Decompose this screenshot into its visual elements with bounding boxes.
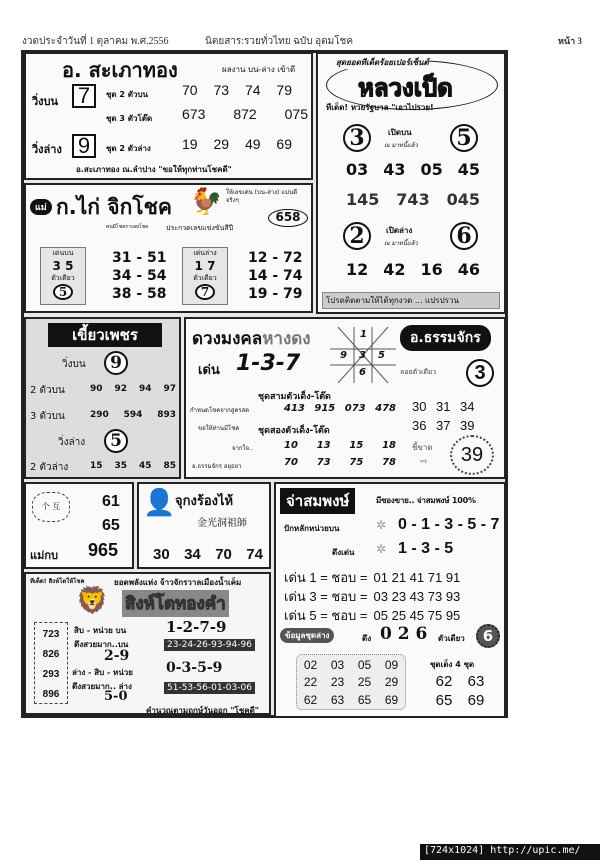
signature: อ.ธรรมจักร อยุธยา xyxy=(192,463,242,470)
duang-panel xyxy=(184,317,506,479)
bottom-pair: 42 xyxy=(383,260,406,279)
set3-number: 915 xyxy=(314,403,336,414)
set2-bottom-number: 19 xyxy=(182,136,198,152)
top-sub: ณ มาทนี้แล้ว xyxy=(384,142,418,149)
sapao-panel xyxy=(24,52,313,180)
set3-number: 478 xyxy=(375,403,396,414)
kai-number: 658 xyxy=(268,209,308,227)
run-bottom-number: 9 xyxy=(72,134,96,158)
thammajak-badge: อ.ธรรมจักร xyxy=(400,325,491,351)
set3-number: 413 xyxy=(284,403,305,414)
top-left-digit: 3 xyxy=(343,124,371,152)
top-label: สิบ - หน่วย บน xyxy=(74,626,127,635)
two-top-number: 92 xyxy=(114,384,128,394)
three-top-number: 893 xyxy=(157,410,176,420)
top-pair: 31 - 51 xyxy=(112,250,167,266)
kiew-title: เขี้ยวเพชร xyxy=(48,323,162,347)
set2-number: 10 xyxy=(284,440,298,451)
sapao-footer: อ.สะเภาทอง ณ.ลำปาง "ขอให้ทุกท่านโชคดี" xyxy=(76,165,232,174)
watermark: [724x1024] http://upic.me/ xyxy=(420,844,600,860)
top-numbers: 1-2-7-9 xyxy=(166,618,227,636)
set4-number: 65 xyxy=(435,692,453,709)
bottom-right-digit: 6 xyxy=(450,222,478,250)
grid-digit: 6 xyxy=(359,367,366,378)
hot-label: ดึงเด่น xyxy=(332,548,355,557)
row-values: 03 23 43 73 93 xyxy=(373,589,461,604)
row-key: เด่น 1 = ชอบ = xyxy=(284,570,368,585)
final-label: ชี้ขาด xyxy=(412,443,433,452)
maekob-number: 65 xyxy=(102,517,120,534)
single-number: 3 xyxy=(466,359,494,387)
bottom-pair: 16 xyxy=(420,260,443,279)
triple: 045 xyxy=(446,190,480,209)
triple: 743 xyxy=(396,190,430,209)
row-values: 01 21 41 71 91 xyxy=(373,570,461,585)
singto-footer: คำนวณตามฤกษ์วันออก "โชคดี" xyxy=(146,706,259,715)
lead-label: เด่น xyxy=(198,363,220,378)
set3-number: 075 xyxy=(284,106,308,122)
jam-row xyxy=(284,606,460,625)
bottom-label: เปิดล่าง xyxy=(386,226,413,235)
set2-bottom-label: ชุด 2 ตัวล่าง xyxy=(106,144,151,153)
arrow-icon: ⇨ xyxy=(420,457,428,467)
duang-title-a: ดวงมงคล xyxy=(192,329,263,349)
pick-label: ปักหลักหน่วยบน xyxy=(284,524,340,533)
set3-label: ชุด 3 ตัวโต๊ด xyxy=(106,114,153,123)
run-bottom-label: วิ่งล่าง xyxy=(58,437,86,448)
jam-tag: มีซองขาย.. จ่าสมพงษ์ 100% xyxy=(376,496,476,505)
two-bottom-number: 45 xyxy=(138,461,152,471)
lower-label: ดึง xyxy=(362,634,372,643)
hot-numbers: 1 - 3 - 5 xyxy=(398,540,454,557)
maekob-big: 965 xyxy=(88,540,119,560)
set2-top-number: 70 xyxy=(182,82,198,98)
heart-icon: 个 互 xyxy=(32,492,70,522)
row-key: เด่น 3 = ชอบ = xyxy=(284,589,368,604)
two-top-number: 94 xyxy=(138,384,152,394)
run-top-number: 9 xyxy=(104,351,128,375)
set2-number: 70 xyxy=(284,457,298,468)
grid-digit: 9 xyxy=(340,350,347,361)
duang-title-b: หางดง xyxy=(262,329,311,349)
side-number: 293 xyxy=(42,669,60,680)
juk-panel xyxy=(137,482,271,569)
woman-figure-icon: 👤 xyxy=(143,488,176,518)
grid-number: 23 xyxy=(330,675,345,690)
top-hot: 2-9 xyxy=(104,648,130,664)
juk-number: 34 xyxy=(184,546,201,563)
grid-digit: 3 xyxy=(359,350,366,361)
grid-number: 62 xyxy=(303,692,318,707)
pair: 34 xyxy=(460,399,475,414)
maekob-panel xyxy=(24,482,134,569)
singto-subtitle: ยอดพลังแห่ง จ้าวจักรวาลเมืองน้ำเค็ม xyxy=(114,578,242,587)
run-top-label: วิ่งบน xyxy=(32,95,59,108)
grid-number: 29 xyxy=(384,675,399,690)
pair: 36 xyxy=(412,418,427,433)
top-pair: 38 - 58 xyxy=(112,286,167,302)
final-number: 39 xyxy=(450,435,494,475)
pair: 31 xyxy=(436,399,451,414)
luangped-panel xyxy=(316,52,506,314)
bottom-strip: 51-53-56-01-03-06 xyxy=(164,682,255,694)
bottom-sub: ณ มาทนี้แล้ว xyxy=(384,240,418,247)
two-bottom-number: 85 xyxy=(163,461,176,471)
side-number: 723 xyxy=(42,629,60,640)
two-bottom-label: 2 ตัวล่าง xyxy=(30,462,69,473)
top-label: เด่นบน xyxy=(52,249,74,257)
set4-number: 63 xyxy=(467,673,485,690)
bottom-hot-label: ตึงสวยมาก.. ล่าง xyxy=(72,682,132,691)
kiew-panel xyxy=(24,317,181,479)
luangped-slogan: ทีเด็ด! หวยรัฐบาล "เอาไปรวย! xyxy=(326,103,434,112)
maekob-number: 61 xyxy=(102,493,120,510)
single-label: ตัวเดียว xyxy=(193,274,217,282)
top-strip: 23-24-26-93-94-96 xyxy=(164,639,255,651)
juk-title: จุกงร้องไห้ xyxy=(175,494,234,509)
grid-digit: 1 xyxy=(360,329,367,340)
juk-number: 74 xyxy=(246,546,263,563)
triple: 145 xyxy=(346,190,380,209)
single-label: ตัวเดียว xyxy=(438,634,465,643)
set4-label: ชุดเด็ง 4 ชุด xyxy=(430,660,475,669)
top-pair: 34 - 54 xyxy=(112,268,167,284)
run-top-number: 7 xyxy=(72,84,96,108)
lead-numbers: 1-3-7 xyxy=(236,351,301,376)
two-top-number: 97 xyxy=(163,384,176,394)
set2-bottom-number: 29 xyxy=(213,136,230,152)
bottom-pair: 46 xyxy=(457,260,480,279)
kai-badge: แม่ xyxy=(30,199,52,215)
singto-panel xyxy=(24,572,271,715)
single-label: ลอยตัวเดียว xyxy=(400,368,437,376)
top-digit: 5 xyxy=(65,259,74,273)
bottom-pair: 12 xyxy=(346,260,369,279)
grid-number: 25 xyxy=(357,675,372,690)
singto-title: สิงห์โตทองคำ xyxy=(122,590,229,617)
set2-number: 75 xyxy=(349,457,364,468)
sapao-subtitle: ผลงาน บน-ล่าง เข้าดี xyxy=(222,65,296,74)
set2-number: 18 xyxy=(382,440,396,451)
single-number: 6 xyxy=(476,624,500,648)
pair: 39 xyxy=(460,418,475,433)
three-top-number: 594 xyxy=(123,410,143,420)
juk-number: 70 xyxy=(215,546,232,563)
luangped-title: หลวงเป็ด xyxy=(358,74,453,102)
maekob-label: แม่กบ xyxy=(30,549,58,562)
three-top-label: 3 ตัวบน xyxy=(30,411,65,422)
set2-number: 73 xyxy=(316,457,331,468)
row-values: 05 25 45 75 95 xyxy=(373,608,461,623)
set2-number: 13 xyxy=(316,440,331,451)
two-bottom-number: 15 xyxy=(90,461,103,471)
bottom-pair: 19 - 79 xyxy=(248,286,303,302)
kai-subtitle: คนมีโชคกาเลยโชค xyxy=(106,224,149,230)
lion-icon: 🦁 xyxy=(76,586,109,616)
bottom-single: 7 xyxy=(195,284,215,300)
note2: ขอให้ท่านมีโชค xyxy=(198,425,240,432)
lower-numbers: 0 2 6 xyxy=(380,624,428,644)
run-top-label: วิ่งบน xyxy=(62,359,86,370)
three-top-number: 290 xyxy=(90,410,109,420)
run-bottom-label: วิ่งล่าง xyxy=(32,143,62,156)
luangped-footer: โปรดติดตามให้ได้ทุกงวด ... แปรปรวน xyxy=(322,292,500,309)
set2-number: 15 xyxy=(349,440,364,451)
bottom-digit: 1 xyxy=(194,259,203,273)
set3-number: 872 xyxy=(233,106,257,122)
set2-bottom-number: 69 xyxy=(276,136,292,152)
grid-digit: 5 xyxy=(378,350,385,361)
jam-row xyxy=(284,568,460,587)
single-label: ตัวเดียว xyxy=(51,274,75,282)
bottom-numbers: 0-3-5-9 xyxy=(166,660,223,676)
top-pair: 03 xyxy=(346,160,369,179)
kai-note2: ประกวดเลขแข่งขันสีปี xyxy=(166,224,234,232)
grid-number: 02 xyxy=(303,658,318,672)
set2-top-number: 74 xyxy=(244,82,261,98)
bottom-label: เด่นล่าง xyxy=(193,249,217,257)
luangped-tagline: สุดยอดทีเด็ดร้อยเปอร์เซ็นต์ xyxy=(336,58,429,67)
pair: 37 xyxy=(436,418,451,433)
bottom-label: ล่าง - สิบ - หน่วย xyxy=(72,668,133,677)
two-top-number: 90 xyxy=(90,384,103,394)
page-number: หน้า 3 xyxy=(558,36,582,46)
bottom-left-digit: 2 xyxy=(343,222,371,250)
top-label: เปิดบน xyxy=(388,128,412,137)
top-single: 5 xyxy=(53,284,73,300)
juk-chinese: 金光洞祖師 xyxy=(197,518,247,529)
set4-number: 69 xyxy=(467,692,485,709)
grid-number: 03 xyxy=(330,658,345,672)
sapao-title: อ. สะเภาทอง xyxy=(62,58,178,82)
set2-top-number: 79 xyxy=(276,82,292,98)
pair: 30 xyxy=(412,399,427,414)
set3-number: 673 xyxy=(182,106,206,122)
lower-badge: ข้อมูลชุดล่าง xyxy=(280,628,334,643)
grid-number: 63 xyxy=(330,692,345,707)
note3: จากใจ.. xyxy=(232,445,253,452)
set2-number: 78 xyxy=(382,457,396,468)
side-number: 896 xyxy=(42,689,60,700)
juk-number: 30 xyxy=(153,546,170,563)
side-number: 826 xyxy=(42,649,60,660)
top-digit: 3 xyxy=(52,259,61,273)
rooster-icon: 🐓 xyxy=(190,187,223,217)
top-hot-label: ตึงสวยมาก..บน xyxy=(74,640,129,649)
grid-number: 05 xyxy=(357,658,372,672)
run-bottom-number: 5 xyxy=(104,429,128,453)
jam-row xyxy=(284,587,460,606)
kai-panel xyxy=(24,183,313,313)
two-bottom-number: 35 xyxy=(114,461,128,471)
singto-tag: ทีเด็ด! สิงห์โตให้โชค xyxy=(30,578,85,585)
bottom-pair: 12 - 72 xyxy=(248,250,303,266)
bottom-pair: 14 - 74 xyxy=(248,268,303,284)
issue-date: งวดประจำวันที่ 1 ตุลาคม พ.ศ.2556 xyxy=(22,36,169,47)
set2-bottom-number: 49 xyxy=(244,136,261,152)
set2-top-label: ชุด 2 ตัวบน xyxy=(106,90,148,99)
top-right-digit: 5 xyxy=(450,124,478,152)
set4-number: 62 xyxy=(435,673,453,690)
sparkle-icon: ✲ xyxy=(376,542,387,556)
top-pair: 05 xyxy=(420,160,443,179)
set3-label: ชุดสามตัวเด็ง-โต๊ด xyxy=(258,392,331,402)
top-pair: 43 xyxy=(383,160,406,179)
grid-number: 65 xyxy=(357,692,372,707)
grid-number: 22 xyxy=(303,675,318,690)
jam-title: จ่าสมพงษ์ xyxy=(280,488,355,514)
top-pair: 45 xyxy=(457,160,480,179)
pick-numbers: 0 - 1 - 3 - 5 - 7 xyxy=(398,516,500,533)
set2-label: ชุดสองตัวเด็ง-โต๊ด xyxy=(258,426,330,436)
set3-number: 073 xyxy=(344,403,366,414)
row-key: เด่น 5 = ชอบ = xyxy=(284,608,368,623)
bottom-hot: 5-0 xyxy=(104,689,128,704)
grid-number: 09 xyxy=(384,658,399,672)
kai-note: ให้เลขเด่น (บน-ล่าง) แม่นดีจริงๆ xyxy=(226,189,298,204)
kai-title: ก.ไก่ จิกโชค xyxy=(56,195,172,219)
grid-number: 69 xyxy=(384,692,399,707)
bottom-digit: 7 xyxy=(207,259,216,273)
magazine-name: นิตยสาร:รวยทั่วไทย ฉบับ อุดมโชค xyxy=(205,36,354,47)
set3-note: กำหนดโชคจากสูตรสด xyxy=(190,407,250,414)
two-top-label: 2 ตัวบน xyxy=(30,385,65,396)
jam-panel xyxy=(274,482,506,718)
sparkle-icon: ✲ xyxy=(376,518,387,532)
set2-top-number: 73 xyxy=(213,82,230,98)
